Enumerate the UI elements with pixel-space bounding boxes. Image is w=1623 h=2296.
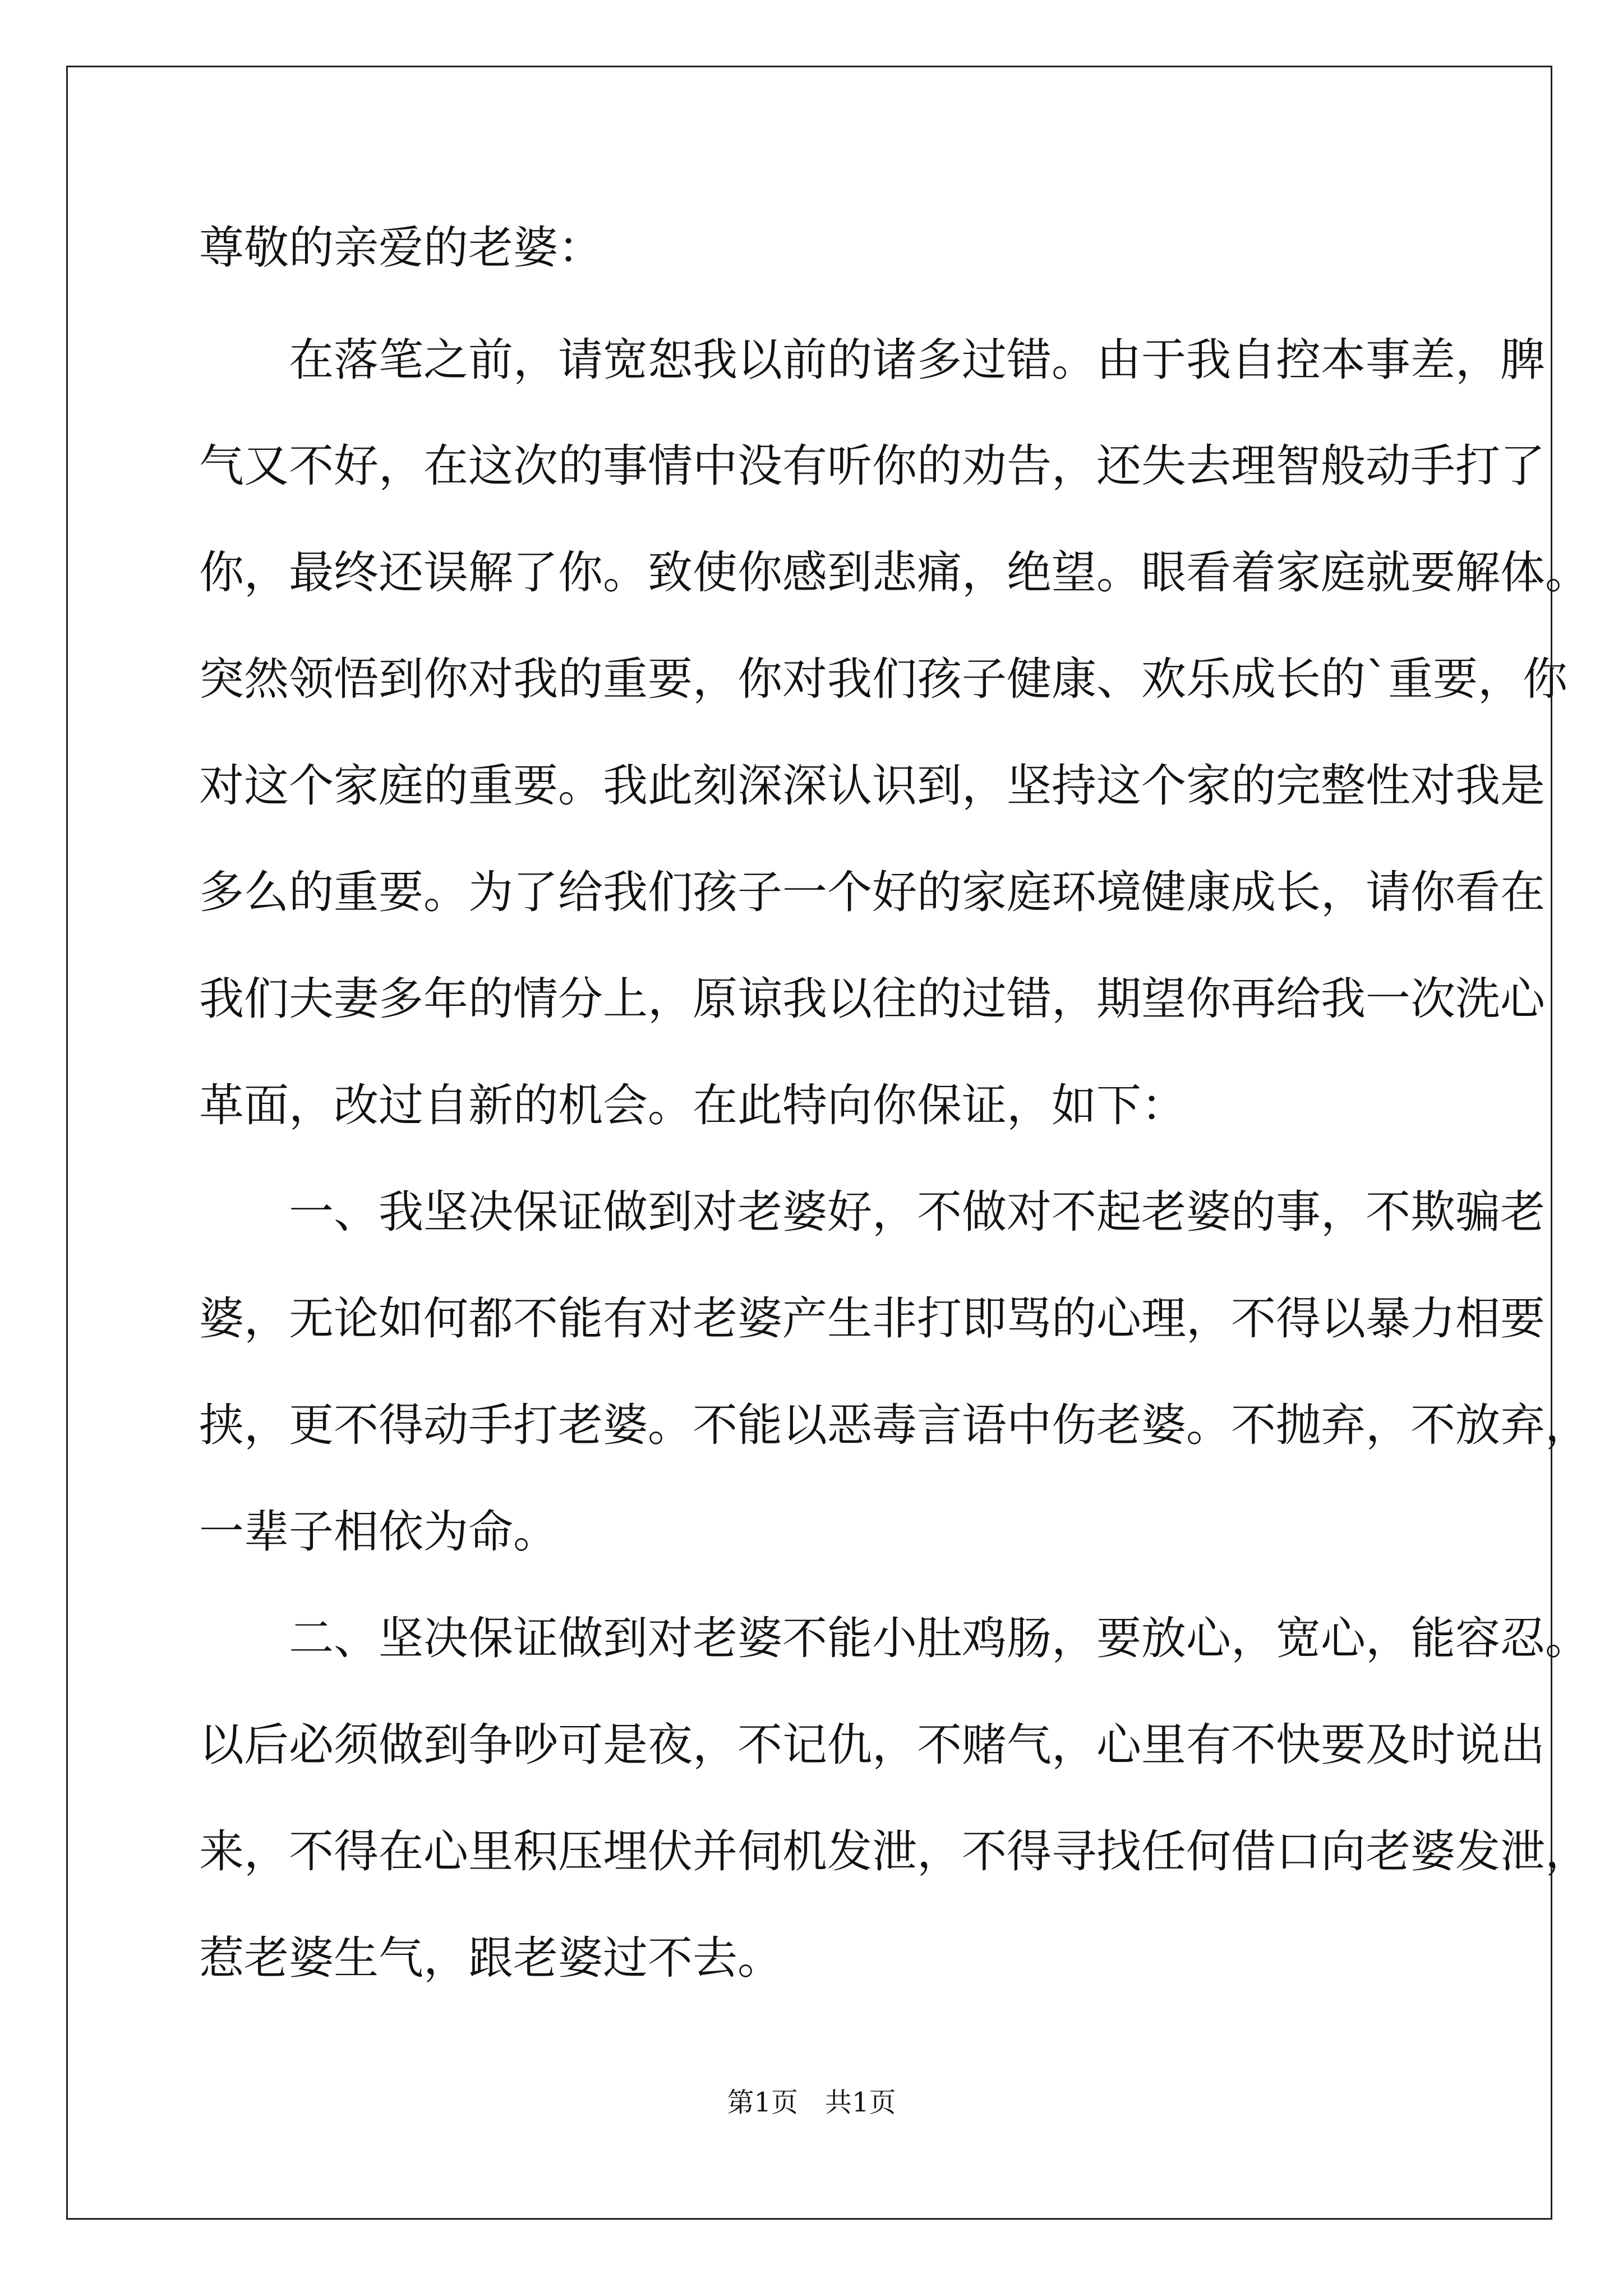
page-border [66,66,1590,2220]
body-line: 多么的重要。为了给我们孩子一个好的家庭环境健康成长，请你看在 [199,866,1545,918]
body-line: 突然领悟到你对我的重要，你对我们孩子健康、欢乐成长的`重要，你 [199,653,1567,705]
body-line: 婆，无论如何都不能有对老婆产生非打即骂的心理，不得以暴力相要 [199,1292,1545,1345]
body-line: 来，不得在心里积压埋伏并伺机发泄，不得寻找任何借口向老婆发泄， [199,1825,1590,1878]
body-line: 在落笔之前，请宽恕我以前的诸多过错。由于我自控本事差，脾 [199,334,1545,386]
body-line: 革面，改过自新的机会。在此特向你保证，如下： [199,1079,1186,1131]
body-line: 一、我坚决保证做到对老婆好，不做对不起老婆的事，不欺骗老 [199,1186,1545,1238]
body-line: 我们夫妻多年的情分上，原谅我以往的过错，期望你再给我一次洗心 [199,973,1545,1025]
body-line: 以后必须做到争吵可是夜，不记仇，不赌气，心里有不快要及时说出 [199,1719,1545,1771]
body-line: 挟，更不得动手打老婆。不能以恶毒言语中伤老婆。不抛弃，不放弃， [199,1399,1590,1451]
body-line: 你，最终还误解了你。致使你感到悲痛，绝望。眼看着家庭就要解体。 [199,546,1590,599]
body-line: 二、坚决保证做到对老婆不能小肚鸡肠，要放心，宽心，能容忍。 [199,1612,1590,1664]
salutation-line: 尊敬的亲爱的老婆： [199,222,603,274]
body-line: 气又不好，在这次的事情中没有听你的劝告，还失去理智般动手打了 [199,440,1545,492]
body-line: 对这个家庭的重要。我此刻深深认识到，坚持这个家的完整性对我是 [199,760,1545,812]
body-line: 一辈子相依为命。 [199,1506,558,1558]
page-footer: 第1页 共1页 [727,2087,896,2118]
body-line: 惹老婆生气，跟老婆过不去。 [199,1932,782,1984]
